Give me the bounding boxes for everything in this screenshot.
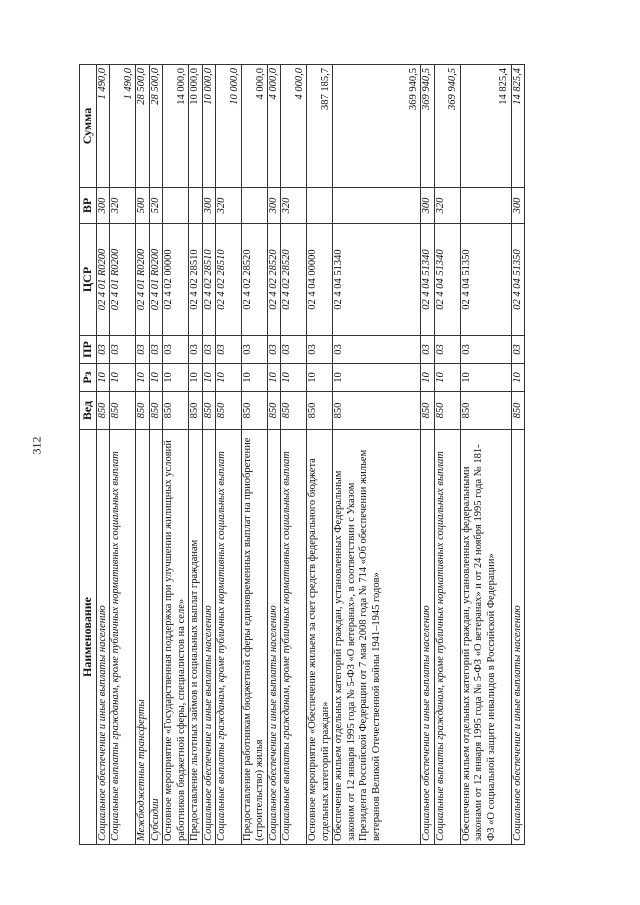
row-name: Межбюджетные трансферты <box>136 430 149 845</box>
table-row <box>333 65 421 845</box>
row-name: Предоставление льготных займов и социальных выплат гражданам <box>189 430 202 845</box>
row-csr: 02 4 02 28510 <box>216 224 242 336</box>
row-ved: 850 <box>149 392 162 430</box>
row-sum: 14 825,4 <box>511 65 524 188</box>
table-row <box>136 65 149 845</box>
row-name: Основное мероприятие «Обеспечение жильем за счет средств федерального бюджета отдельных категорий граждан» <box>307 430 333 845</box>
row-ved: 850 <box>281 392 307 430</box>
row-sum: 4 000,0 <box>242 65 268 188</box>
row-vr: 320 <box>110 188 136 224</box>
row-sum: 28 500,0 <box>136 65 149 188</box>
row-ved: 850 <box>460 392 511 430</box>
row-ved: 850 <box>421 392 434 430</box>
row-rz: 10 <box>434 364 460 392</box>
row-ved: 850 <box>434 392 460 430</box>
row-name: Основное мероприятие «Государственная поддержка при улучшении жилищных условий работников бюджетной сферы, специалистов на селе» <box>163 430 189 845</box>
row-pr: 03 <box>421 336 434 364</box>
row-ved: 850 <box>268 392 281 430</box>
row-csr: 02 4 04 51340 <box>421 224 434 336</box>
row-pr: 03 <box>281 336 307 364</box>
row-ved: 850 <box>189 392 202 430</box>
table-row <box>434 65 460 845</box>
row-csr: 02 4 01 R0200 <box>110 224 136 336</box>
row-vr: 320 <box>281 188 307 224</box>
row-vr: 500 <box>136 188 149 224</box>
row-pr: 03 <box>460 336 511 364</box>
row-vr: 300 <box>268 188 281 224</box>
row-sum: 10 000,0 <box>189 65 202 188</box>
row-csr: 02 4 04 51350 <box>460 224 511 336</box>
row-vr: 300 <box>202 188 215 224</box>
table-row <box>110 65 136 845</box>
row-ved: 850 <box>307 392 333 430</box>
row-csr: 02 4 04 51340 <box>434 224 460 336</box>
row-rz: 10 <box>460 364 511 392</box>
header-name: Наименование <box>80 430 97 845</box>
table-row <box>460 65 511 845</box>
table-row <box>281 65 307 845</box>
header-vr: ВР <box>80 188 97 224</box>
table-row <box>421 65 434 845</box>
row-ved: 850 <box>202 392 215 430</box>
row-ved: 850 <box>110 392 136 430</box>
table-row <box>149 65 162 845</box>
table-row <box>202 65 215 845</box>
row-name: Социальные выплаты гражданам, кроме публичных нормативных социальных выплат <box>216 430 242 845</box>
row-csr: 02 4 04 51350 <box>511 224 524 336</box>
header-pr: ПР <box>80 336 97 364</box>
row-vr <box>333 188 421 224</box>
row-pr: 03 <box>216 336 242 364</box>
row-ved: 850 <box>216 392 242 430</box>
row-rz: 10 <box>163 364 189 392</box>
page-number: 312 <box>29 436 44 455</box>
row-vr: 300 <box>511 188 524 224</box>
row-ved: 850 <box>136 392 149 430</box>
row-sum: 10 000,0 <box>202 65 215 188</box>
header-ved: Вед <box>80 392 97 430</box>
row-csr: 02 4 02 28510 <box>202 224 215 336</box>
row-sum: 4 000,0 <box>281 65 307 188</box>
row-pr: 03 <box>110 336 136 364</box>
row-csr: 02 4 02 00000 <box>163 224 189 336</box>
row-vr <box>163 188 189 224</box>
header-sum: Сумма <box>80 65 97 188</box>
row-name: Социальное обеспечение и иные выплаты населению <box>421 430 434 845</box>
row-name: Субсидии <box>149 430 162 845</box>
row-vr: 320 <box>216 188 242 224</box>
row-name: Социальные выплаты гражданам, кроме публичных нормативных социальных выплат <box>281 430 307 845</box>
row-vr: 300 <box>421 188 434 224</box>
row-sum: 369 940,5 <box>434 65 460 188</box>
row-pr: 03 <box>268 336 281 364</box>
row-csr: 02 4 01 R0200 <box>97 224 110 336</box>
row-csr: 02 4 02 28520 <box>268 224 281 336</box>
row-csr: 02 4 01 R0200 <box>136 224 149 336</box>
budget-table <box>79 64 525 845</box>
table-row <box>511 65 524 845</box>
row-rz: 10 <box>97 364 110 392</box>
row-vr: 520 <box>149 188 162 224</box>
row-pr: 03 <box>307 336 333 364</box>
table-row <box>268 65 281 845</box>
row-sum: 28 500,0 <box>149 65 162 188</box>
row-csr: 02 4 02 28510 <box>189 224 202 336</box>
row-csr: 02 4 01 R0200 <box>149 224 162 336</box>
row-csr: 02 4 04 00000 <box>307 224 333 336</box>
row-rz: 10 <box>136 364 149 392</box>
row-vr <box>189 188 202 224</box>
row-sum: 1 490,0 <box>97 65 110 188</box>
row-name: Предоставление работникам бюджетной сферы единовременных выплат на приобретение (строительство) жилья <box>242 430 268 845</box>
row-rz: 10 <box>421 364 434 392</box>
table-row <box>242 65 268 845</box>
row-name: Обеспечение жильем отдельных категорий граждан, установленных Федеральным законом от 12 января 1995 года № 5-ФЗ «О ветеранах», в соответствии с Указом Президента Российской Федерации от 7 мая 2008 года № 714 «Об обеспечении жильем ветеранов Великой Отечественной войны 1941–1945 годов» <box>333 430 421 845</box>
row-sum: 1 490,0 <box>110 65 136 188</box>
row-rz: 10 <box>307 364 333 392</box>
row-sum: 10 000,0 <box>216 65 242 188</box>
row-csr: 02 4 02 28520 <box>281 224 307 336</box>
row-rz: 10 <box>281 364 307 392</box>
row-csr: 02 4 02 28520 <box>242 224 268 336</box>
row-name: Социальные выплаты гражданам, кроме публичных нормативных социальных выплат <box>110 430 136 845</box>
row-pr: 03 <box>242 336 268 364</box>
row-rz: 10 <box>511 364 524 392</box>
header-csr: ЦСР <box>80 224 97 336</box>
table-row <box>97 65 110 845</box>
row-rz: 10 <box>242 364 268 392</box>
row-ved: 850 <box>511 392 524 430</box>
table-row <box>189 65 202 845</box>
row-vr <box>242 188 268 224</box>
row-sum: 387 185,7 <box>307 65 333 188</box>
row-rz: 10 <box>202 364 215 392</box>
row-rz: 10 <box>268 364 281 392</box>
row-rz: 10 <box>149 364 162 392</box>
row-sum: 14 825,4 <box>460 65 511 188</box>
row-pr: 03 <box>136 336 149 364</box>
row-rz: 10 <box>110 364 136 392</box>
table-row <box>307 65 333 845</box>
row-name: Социальные выплаты гражданам, кроме публичных нормативных социальных выплат <box>434 430 460 845</box>
row-sum: 4 000,0 <box>268 65 281 188</box>
row-name: Социальное обеспечение и иные выплаты населению <box>511 430 524 845</box>
table-row <box>216 65 242 845</box>
row-pr: 03 <box>163 336 189 364</box>
row-ved: 850 <box>242 392 268 430</box>
row-sum: 369 940,5 <box>333 65 421 188</box>
row-sum: 369 940,5 <box>421 65 434 188</box>
row-csr: 02 4 04 51340 <box>333 224 421 336</box>
header-rz: Рз <box>80 364 97 392</box>
row-pr: 03 <box>511 336 524 364</box>
row-ved: 850 <box>97 392 110 430</box>
rotated-table-container <box>79 65 562 845</box>
row-pr: 03 <box>333 336 421 364</box>
row-pr: 03 <box>189 336 202 364</box>
row-name: Обеспечение жильем отдельных категорий граждан, установленных федеральными законами от 12 января 1995 года № 5-ФЗ «О ветеранах» и от 24 ноября 1995 года № 181-ФЗ «О социальной защите инвалидов в Российской Федерации» <box>460 430 511 845</box>
row-pr: 03 <box>202 336 215 364</box>
row-pr: 03 <box>434 336 460 364</box>
row-vr: 320 <box>434 188 460 224</box>
row-ved: 850 <box>163 392 189 430</box>
row-name: Социальное обеспечение и иные выплаты населению <box>268 430 281 845</box>
table-row <box>163 65 189 845</box>
row-rz: 10 <box>216 364 242 392</box>
row-ved: 850 <box>333 392 421 430</box>
row-rz: 10 <box>189 364 202 392</box>
row-rz: 10 <box>333 364 421 392</box>
row-sum: 14 000,0 <box>163 65 189 188</box>
row-vr <box>307 188 333 224</box>
header-row <box>80 65 97 845</box>
row-vr: 300 <box>97 188 110 224</box>
row-name: Социальное обеспечение и иные выплаты населению <box>202 430 215 845</box>
row-pr: 03 <box>149 336 162 364</box>
row-name: Социальное обеспечение и иные выплаты населению <box>97 430 110 845</box>
row-pr: 03 <box>97 336 110 364</box>
row-vr <box>460 188 511 224</box>
